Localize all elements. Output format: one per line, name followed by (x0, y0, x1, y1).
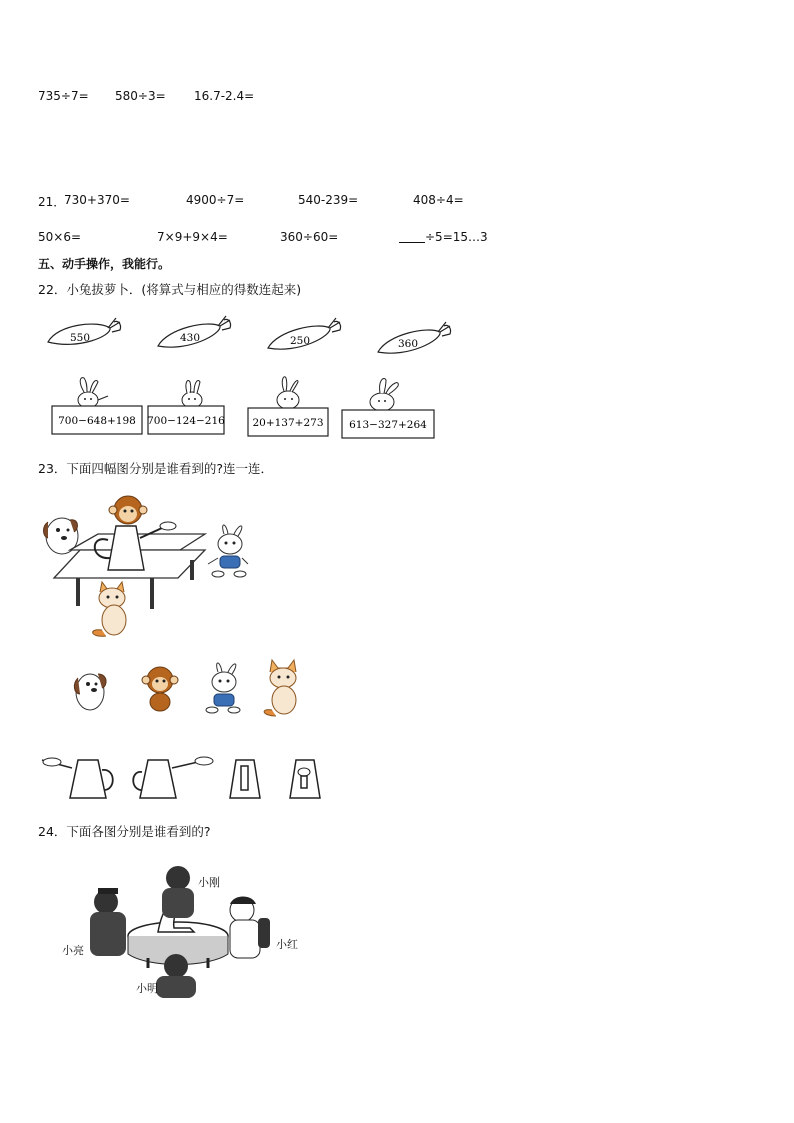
rabbit-icon (78, 378, 108, 408)
q21-item-1: 730+370= (64, 193, 130, 207)
expression-1: 700−648+198 (58, 415, 136, 427)
equation-3: 16.7-2.4= (194, 89, 255, 103)
q24-scene (58, 858, 318, 1008)
child-left-icon (90, 888, 126, 956)
name-label-xiaoming: 小明 (136, 982, 158, 995)
q21-blank-item (399, 230, 488, 244)
q21-item-7: 360÷60= (280, 230, 339, 244)
blank-suffix: ÷5=15…3 (425, 230, 488, 244)
expression-3: 20+137+273 (252, 417, 324, 429)
rabbit-icon (206, 663, 240, 713)
equation-2: 580÷3= (115, 89, 166, 103)
carrots-row (40, 308, 460, 358)
carrot-value-1: 550 (70, 332, 91, 344)
expression-2: 700−124−216 (147, 415, 225, 427)
carrot-icon (158, 316, 231, 347)
child-top-icon (162, 866, 194, 918)
q23-scene (40, 492, 260, 642)
monkey-icon (142, 667, 178, 711)
rabbits-row (48, 372, 448, 442)
name-label-xiaogang: 小刚 (198, 876, 220, 889)
q21-number: 21． (38, 195, 66, 209)
expression-4: 613−327+264 (349, 419, 427, 431)
teapot-front-view-icon (230, 760, 260, 798)
q21-item-5: 50×6= (38, 230, 82, 244)
dog-icon (74, 674, 106, 710)
rabbit-icon (208, 525, 248, 577)
carrot-value-2: 430 (180, 332, 201, 344)
carrot-icon (268, 318, 341, 349)
rabbit-icon (277, 377, 299, 409)
teapot-back-view-icon (290, 760, 320, 798)
carrot-value-4: 360 (398, 338, 419, 350)
q21-item-4: 408÷4= (413, 193, 464, 207)
rabbit-icon (370, 379, 398, 411)
q21-item-3: 540-239= (298, 193, 359, 207)
name-label-xiaohong: 小红 (276, 938, 298, 951)
carrot-icon (378, 322, 451, 353)
equation-1: 735÷7= (38, 89, 89, 103)
child-right-icon (230, 897, 270, 959)
q23-views (40, 754, 330, 804)
q21-item-2: 4900÷7= (186, 193, 245, 207)
monkey-icon (109, 496, 147, 524)
q22-prompt: 22．小兔拔萝卜．(将算式与相应的得数连起来) (38, 282, 302, 297)
answer-blank[interactable] (399, 230, 425, 243)
name-label-xiaoliang: 小亮 (62, 944, 84, 957)
q21-item-6: 7×9+9×4= (157, 230, 228, 244)
section-heading: 五、动手操作，我能行。 (38, 257, 171, 271)
q23-characters (70, 658, 310, 718)
cat-icon (264, 660, 296, 716)
cat-icon (93, 582, 126, 636)
teapot-side-view-left-icon (42, 758, 113, 798)
carrot-icon (48, 318, 121, 344)
q23-prompt: 23．下面四幅图分别是谁看到的?连一连． (38, 461, 274, 476)
teapot-side-view-right-icon (133, 757, 213, 798)
q24-prompt: 24．下面各图分别是谁看到的? (38, 824, 211, 839)
rabbit-icon (182, 380, 202, 408)
carrot-value-3: 250 (290, 335, 311, 347)
